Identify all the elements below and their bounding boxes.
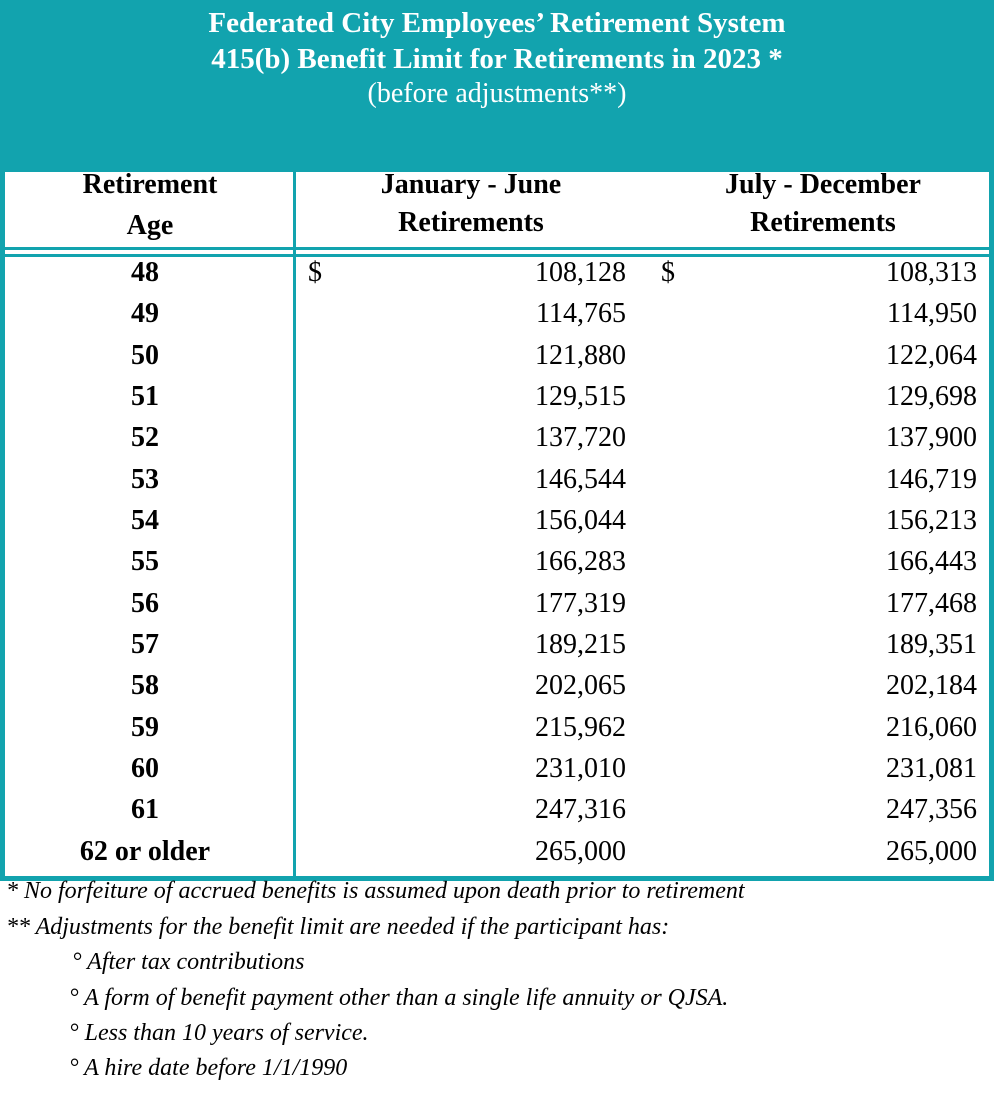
jul-dec-value: 166,443 xyxy=(886,546,977,578)
table-body xyxy=(0,252,994,872)
jul-dec-value: 108,313 xyxy=(886,257,977,288)
age-cell: 57 xyxy=(131,628,159,660)
column-header-jan-jun-line1: January - June xyxy=(380,169,562,200)
column-header-age-line2: Age xyxy=(126,210,174,241)
adjustment-bullet: ° Less than 10 years of service. xyxy=(69,1020,369,1046)
jul-dec-value: 247,356 xyxy=(886,794,977,826)
jan-jun-value: 137,720 xyxy=(535,422,626,454)
footnote-adjustments: ** Adjustments for the benefit limit are needed if the participant has: xyxy=(6,914,670,940)
jan-jun-value: 146,544 xyxy=(535,463,626,495)
jan-jun-value: 129,515 xyxy=(535,380,626,412)
currency-symbol: $ xyxy=(661,257,675,288)
age-cell: 61 xyxy=(131,794,159,826)
age-cell: 50 xyxy=(131,339,159,371)
title-banner xyxy=(0,0,994,172)
age-cell: 62 or older xyxy=(79,835,211,867)
age-cell: 48 xyxy=(131,257,159,288)
age-cell: 52 xyxy=(131,422,159,454)
adjustment-bullet: ° After tax contributions xyxy=(72,949,305,975)
jul-dec-value: 129,698 xyxy=(886,380,977,412)
title-line-1: Federated City Employees’ Retirement System xyxy=(208,7,786,39)
age-cell: 56 xyxy=(131,587,159,619)
jan-jun-value: 202,065 xyxy=(535,670,626,702)
column-header-jul-dec-line2: Retirements xyxy=(750,207,896,238)
age-cell: 49 xyxy=(131,298,159,330)
jul-dec-value: 114,950 xyxy=(887,298,977,330)
jul-dec-value: 202,184 xyxy=(886,670,977,702)
column-header-jan-jun xyxy=(295,166,647,242)
table-row xyxy=(0,665,994,706)
column-header-age xyxy=(5,166,295,245)
jan-jun-value: 108,128 xyxy=(535,257,626,288)
table-row xyxy=(0,624,994,665)
table-row xyxy=(0,252,994,293)
age-cell: 58 xyxy=(131,670,159,702)
jul-dec-value: 137,900 xyxy=(886,422,977,454)
age-cell: 51 xyxy=(131,380,159,412)
jul-dec-value: 189,351 xyxy=(886,628,977,660)
jul-dec-value: 122,064 xyxy=(886,339,977,371)
jan-jun-value: 265,000 xyxy=(535,835,626,867)
table-row xyxy=(0,707,994,748)
table-row xyxy=(0,831,994,872)
jan-jun-value: 177,319 xyxy=(535,587,626,619)
table-row xyxy=(0,583,994,624)
age-cell: 54 xyxy=(131,504,159,536)
jan-jun-value: 121,880 xyxy=(535,339,626,371)
title-line-2: 415(b) Benefit Limit for Retirements in 2023 * xyxy=(211,43,783,75)
column-header-age-line1: Retirement xyxy=(82,169,218,200)
currency-symbol: $ xyxy=(308,257,322,288)
jan-jun-value: 166,283 xyxy=(535,546,626,578)
jul-dec-value: 231,081 xyxy=(886,752,977,784)
jul-dec-value: 216,060 xyxy=(886,711,977,743)
title-subtitle: (before adjustments**) xyxy=(367,78,627,109)
age-cell: 60 xyxy=(131,752,159,784)
footnote-death-forfeiture: * No forfeiture of accrued benefits is assumed upon death prior to retirement xyxy=(6,878,745,904)
jul-dec-value: 177,468 xyxy=(886,587,977,619)
jan-jun-value: 189,215 xyxy=(535,628,626,660)
age-cell: 59 xyxy=(131,711,159,743)
jul-dec-value: 146,719 xyxy=(886,463,977,495)
column-header-jan-jun-line2: Retirements xyxy=(398,207,544,238)
jan-jun-value: 156,044 xyxy=(535,504,626,536)
column-header-jul-dec xyxy=(647,166,994,242)
table-row xyxy=(0,748,994,789)
jan-jun-value: 114,765 xyxy=(536,298,626,330)
jan-jun-value: 231,010 xyxy=(535,752,626,784)
header-divider-top xyxy=(5,247,989,250)
jan-jun-value: 247,316 xyxy=(535,794,626,826)
jul-dec-value: 156,213 xyxy=(886,504,977,536)
table-row xyxy=(0,541,994,582)
table-row xyxy=(0,417,994,458)
adjustment-bullet: ° A hire date before 1/1/1990 xyxy=(69,1055,348,1081)
table-row xyxy=(0,500,994,541)
table-row xyxy=(0,376,994,417)
age-cell: 53 xyxy=(131,463,159,495)
table-row xyxy=(0,789,994,830)
adjustment-bullet: ° A form of benefit payment other than a single life annuity or QJSA. xyxy=(69,985,729,1011)
jul-dec-value: 265,000 xyxy=(886,835,977,867)
jan-jun-value: 215,962 xyxy=(535,711,626,743)
age-cell: 55 xyxy=(131,546,159,578)
table-row xyxy=(0,335,994,376)
column-header-jul-dec-line1: July - December xyxy=(725,169,921,200)
table-row xyxy=(0,293,994,334)
table-row xyxy=(0,459,994,500)
